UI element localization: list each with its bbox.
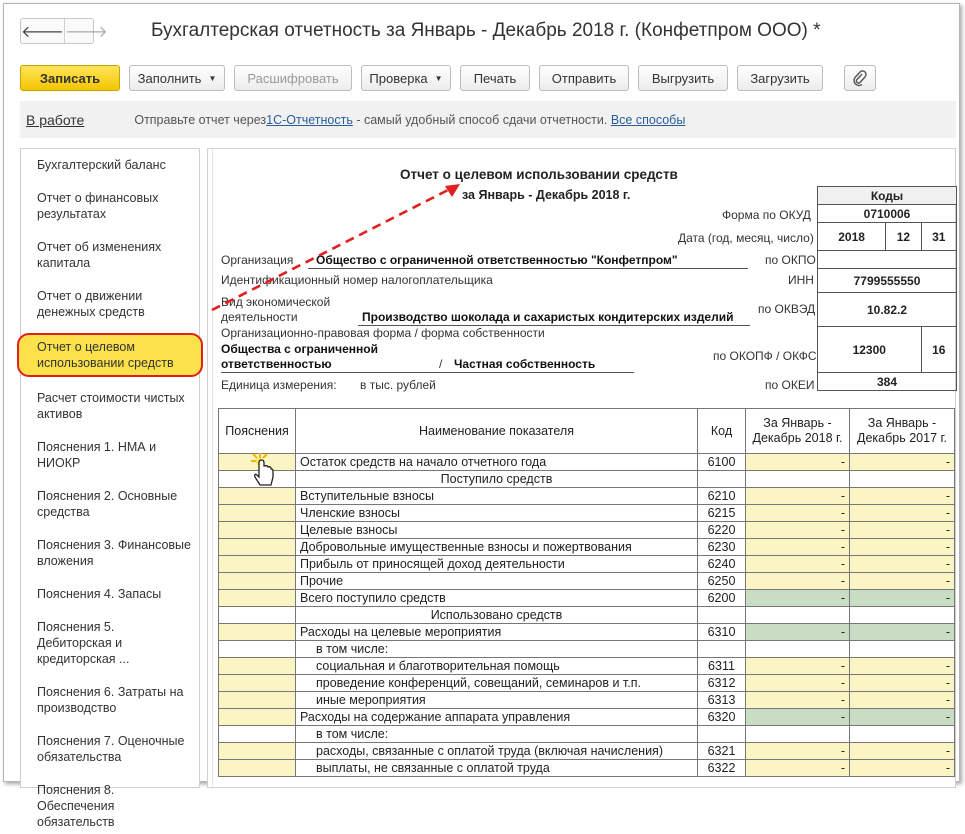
value-2017-cell[interactable]: -: [850, 454, 955, 471]
value-2017-cell[interactable]: -: [850, 709, 955, 726]
table-row: [219, 607, 955, 624]
attach-button[interactable]: [844, 65, 876, 91]
notes-cell[interactable]: [219, 522, 296, 539]
table-row: [219, 709, 955, 726]
indicator-name: Прочие: [296, 573, 698, 590]
value-2017-cell[interactable]: -: [850, 505, 955, 522]
table-row: [219, 692, 955, 709]
indicator-name: Поступило средств: [296, 471, 698, 488]
value-2018-cell[interactable]: -: [746, 760, 850, 777]
table-row: [219, 488, 955, 505]
value-2017-cell: [850, 607, 955, 624]
unit-value: в тыс. рублей: [360, 378, 436, 392]
row-code: 6322: [698, 760, 746, 777]
indicator-name: расходы, связанные с оплатой труда (включая начисления): [296, 743, 698, 760]
indicator-name: в том числе:: [296, 726, 698, 743]
notes-cell: [219, 641, 296, 658]
inn-code: 7799555550: [818, 269, 957, 293]
okopf-code: 12300: [818, 327, 922, 373]
value-2018-cell[interactable]: -: [746, 488, 850, 505]
notes-cell[interactable]: [219, 505, 296, 522]
value-2017-cell[interactable]: -: [850, 522, 955, 539]
row-code: [698, 641, 746, 658]
sidebar-item[interactable]: Пояснения 6. Затраты на производство: [37, 685, 184, 715]
okved-label: по ОКВЭД: [758, 302, 816, 316]
row-code: 6310: [698, 624, 746, 641]
indicator-name: Всего поступило средств: [296, 590, 698, 607]
row-code: [698, 726, 746, 743]
notes-cell[interactable]: [219, 760, 296, 777]
back-arrow-icon[interactable]: 🡐: [21, 23, 64, 41]
legal-form-1: Общества с ограниченной: [221, 342, 378, 356]
col-notes: Пояснения: [219, 409, 296, 454]
codes-table: [817, 186, 957, 391]
sidebar-item[interactable]: Отчет о целевом использовании средств: [17, 333, 203, 377]
fill-label: Заполнить: [137, 70, 202, 86]
indicator-name: Остаток средств на начало отчетного года: [296, 454, 698, 471]
value-2018-cell: [746, 726, 850, 743]
org-value: Общество с ограниченной ответственностью "Конфетпром": [316, 253, 678, 267]
indicator-name: Использовано средств: [296, 607, 698, 624]
ownership-value: Частная собственность: [454, 357, 596, 371]
table-row: [219, 573, 955, 590]
indicator-name: Добровольные имущественные взносы и пожертвования: [296, 539, 698, 556]
hand-cursor-icon: [249, 451, 279, 491]
legal-form-label: Организационно-правовая форма / форма собственности: [221, 326, 545, 340]
sidebar-item[interactable]: Бухгалтерский баланс: [37, 158, 166, 172]
value-2018-cell: [746, 607, 850, 624]
value-2017-cell[interactable]: -: [850, 573, 955, 590]
okei-label: по ОКЕИ: [765, 378, 815, 392]
activity-label-2: деятельности: [221, 310, 298, 324]
row-code: 6321: [698, 743, 746, 760]
value-2018-cell[interactable]: -: [746, 573, 850, 590]
date-month[interactable]: 12: [886, 223, 921, 251]
info-text-1: Отправьте отчет через: [134, 112, 267, 127]
sidebar-item[interactable]: Отчет о финансовых результатах: [37, 191, 159, 221]
sidebar-item[interactable]: Расчет стоимости чистых активов: [37, 391, 185, 421]
row-code: 6100: [698, 454, 746, 471]
sidebar-item[interactable]: Пояснения 5. Дебиторская и кредиторская ...: [37, 620, 130, 666]
okpo-label: по ОКПО: [765, 253, 816, 267]
value-2018-cell[interactable]: -: [746, 505, 850, 522]
col-name: Наименование показателя: [296, 409, 698, 454]
value-2017-cell[interactable]: -: [850, 624, 955, 641]
value-2018-cell[interactable]: -: [746, 624, 850, 641]
divider: [212, 149, 213, 789]
notes-cell[interactable]: [219, 539, 296, 556]
value-2017-cell: [850, 641, 955, 658]
value-2017-cell: [850, 726, 955, 743]
value-2017-cell[interactable]: -: [850, 658, 955, 675]
report-title: Отчет о целевом использовании средств: [400, 167, 678, 182]
codes-header: Коды: [818, 187, 957, 205]
indicator-name: Целевые взносы: [296, 522, 698, 539]
sidebar-item[interactable]: Отчет о движении денежных средств: [37, 289, 145, 319]
indicator-name: Прибыль от приносящей доход деятельности: [296, 556, 698, 573]
value-2018-cell[interactable]: -: [746, 658, 850, 675]
inn-label: ИНН: [788, 273, 814, 287]
sidebar-item[interactable]: Пояснения 7. Оценочные обязательства: [37, 734, 185, 764]
notes-cell[interactable]: [219, 692, 296, 709]
save-button[interactable]: Записать: [20, 65, 120, 91]
value-2018-cell[interactable]: -: [746, 743, 850, 760]
notes-cell[interactable]: [219, 675, 296, 692]
all-methods-link[interactable]: Все способы: [610, 112, 686, 127]
value-2018-cell: [746, 641, 850, 658]
inn-long-label: Идентификационный номер налогоплательщика: [221, 273, 493, 287]
report-window: [3, 3, 960, 829]
sidebar-item[interactable]: Пояснения 1. НМА и НИОКР: [37, 440, 157, 470]
indicator-name: социальная и благотворительная помощь: [296, 658, 698, 675]
sidebar-item[interactable]: Пояснения 3. Финансовые вложения: [37, 538, 191, 568]
unit-label: Единица измерения:: [221, 378, 337, 392]
value-2017-cell[interactable]: -: [850, 743, 955, 760]
row-code: 6230: [698, 539, 746, 556]
indicator-name: иные мероприятия: [296, 692, 698, 709]
row-code: 6240: [698, 556, 746, 573]
okei-code: 384: [818, 373, 957, 391]
value-2018-cell[interactable]: -: [746, 556, 850, 573]
indicator-name: в том числе:: [296, 641, 698, 658]
activity-value: Производство шоколада и сахаристых кондитерских изделий: [362, 310, 734, 324]
table-row: [219, 624, 955, 641]
value-2017-cell[interactable]: -: [850, 556, 955, 573]
notes-cell[interactable]: [219, 709, 296, 726]
notes-cell: [219, 607, 296, 624]
okopf-label: по ОКОПФ / ОКФС: [713, 349, 817, 363]
value-2017-cell[interactable]: -: [850, 590, 955, 607]
table-row: [219, 590, 955, 607]
value-2017-cell: [850, 471, 955, 488]
report-period: за Январь - Декабрь 2018 г.: [462, 188, 631, 202]
value-2017-cell[interactable]: -: [850, 539, 955, 556]
sidebar-item[interactable]: Отчет об изменениях капитала: [37, 240, 162, 270]
legal-form-2: ответственностью: [221, 357, 332, 371]
table-row: [219, 522, 955, 539]
value-2018-cell[interactable]: -: [746, 522, 850, 539]
row-code: 6313: [698, 692, 746, 709]
notes-cell[interactable]: [219, 624, 296, 641]
table-row: [219, 760, 955, 777]
toolbar: [20, 65, 876, 91]
status-link[interactable]: В работе: [26, 111, 85, 128]
table-row: [219, 675, 955, 692]
send-button[interactable]: Отправить: [539, 65, 629, 91]
row-code: 6250: [698, 573, 746, 590]
okud-code: 0710006: [818, 205, 957, 223]
check-label: Проверка: [369, 70, 428, 86]
row-code: 6312: [698, 675, 746, 692]
indicator-name: Вступительные взносы: [296, 488, 698, 505]
col-2018: За Январь - Декабрь 2018 г.: [746, 409, 850, 454]
org-label: Организация: [221, 253, 294, 267]
nav-buttons: [20, 18, 108, 44]
row-code: [698, 607, 746, 624]
sidebar-item[interactable]: Пояснения 4. Запасы: [37, 587, 162, 601]
col-2017: За Январь - Декабрь 2017 г.: [850, 409, 955, 454]
activity-label-1: Вид экономической: [221, 295, 331, 309]
row-code: 6200: [698, 590, 746, 607]
indicator-name: выплаты, не связанные с оплатой труда: [296, 760, 698, 777]
table-row: [219, 641, 955, 658]
value-2017-cell[interactable]: -: [850, 760, 955, 777]
value-2018-cell[interactable]: -: [746, 590, 850, 607]
notes-cell[interactable]: [219, 556, 296, 573]
window-title: Бухгалтерская отчетность за Январь - Декабрь 2018 г. (Конфетпром ООО) *: [151, 20, 821, 41]
chevron-down-icon: ▼: [208, 73, 217, 83]
forward-arrow-icon[interactable]: 🡒: [64, 19, 108, 43]
table-row: [219, 658, 955, 675]
notes-cell[interactable]: [219, 573, 296, 590]
notes-cell[interactable]: [219, 743, 296, 760]
decode-button[interactable]: Расшифровать: [234, 65, 352, 91]
table-row: [219, 743, 955, 760]
row-code: 6220: [698, 522, 746, 539]
indicator-name: Членские взносы: [296, 505, 698, 522]
value-2018-cell[interactable]: -: [746, 539, 850, 556]
table-row: [219, 471, 955, 488]
check-dropdown-button[interactable]: [361, 65, 451, 91]
notes-cell[interactable]: [219, 658, 296, 675]
date-label: Дата (год, месяц, число): [678, 231, 814, 245]
value-2018-cell[interactable]: -: [746, 675, 850, 692]
value-2017-cell[interactable]: -: [850, 488, 955, 505]
info-text-2: - самый удобный способ сдачи отчетности.: [352, 112, 611, 127]
value-2017-cell[interactable]: -: [850, 675, 955, 692]
report-form: [207, 148, 956, 788]
table-row: [219, 556, 955, 573]
okud-label: Форма по ОКУД: [722, 208, 811, 222]
report-table: [218, 408, 955, 777]
print-button[interactable]: Печать: [460, 65, 530, 91]
table-row: [219, 505, 955, 522]
notes-cell[interactable]: [219, 590, 296, 607]
row-code: 6311: [698, 658, 746, 675]
chevron-down-icon: ▼: [434, 73, 443, 83]
notes-cell: [219, 726, 296, 743]
table-row: [219, 454, 955, 471]
row-code: [698, 471, 746, 488]
1c-reporting-link[interactable]: 1С-Отчетность: [266, 112, 353, 127]
report-sections-list: [20, 148, 200, 829]
row-code: 6320: [698, 709, 746, 726]
row-code: 6215: [698, 505, 746, 522]
table-row: [219, 539, 955, 556]
indicator-name: проведение конференций, совещаний, семинаров и т.п.: [296, 675, 698, 692]
indicator-name: Расходы на целевые мероприятия: [296, 624, 698, 641]
okpo-code[interactable]: [818, 251, 957, 269]
value-2018-cell: [746, 471, 850, 488]
value-2018-cell[interactable]: -: [746, 454, 850, 471]
value-2018-cell[interactable]: -: [746, 692, 850, 709]
col-code: Код: [698, 409, 746, 454]
row-code: 6210: [698, 488, 746, 505]
okved-code[interactable]: 10.82.2: [818, 293, 957, 327]
sidebar-item[interactable]: Пояснения 2. Основные средства: [37, 489, 178, 519]
value-2017-cell[interactable]: -: [850, 692, 955, 709]
date-day[interactable]: 31: [921, 223, 956, 251]
export-button[interactable]: Выгрузить: [638, 65, 728, 91]
import-button[interactable]: Загрузить: [737, 65, 823, 91]
indicator-name: Расходы на содержание аппарата управления: [296, 709, 698, 726]
paperclip-icon: [853, 70, 867, 86]
date-year[interactable]: 2018: [818, 223, 886, 251]
table-row: [219, 726, 955, 743]
value-2018-cell[interactable]: -: [746, 709, 850, 726]
fill-dropdown-button[interactable]: [129, 65, 225, 91]
info-bar: [20, 101, 956, 138]
sidebar-item[interactable]: Пояснения 8. Обеспечения обязательств: [37, 783, 115, 829]
slash: /: [439, 357, 443, 371]
okfs-code: 16: [921, 327, 956, 373]
